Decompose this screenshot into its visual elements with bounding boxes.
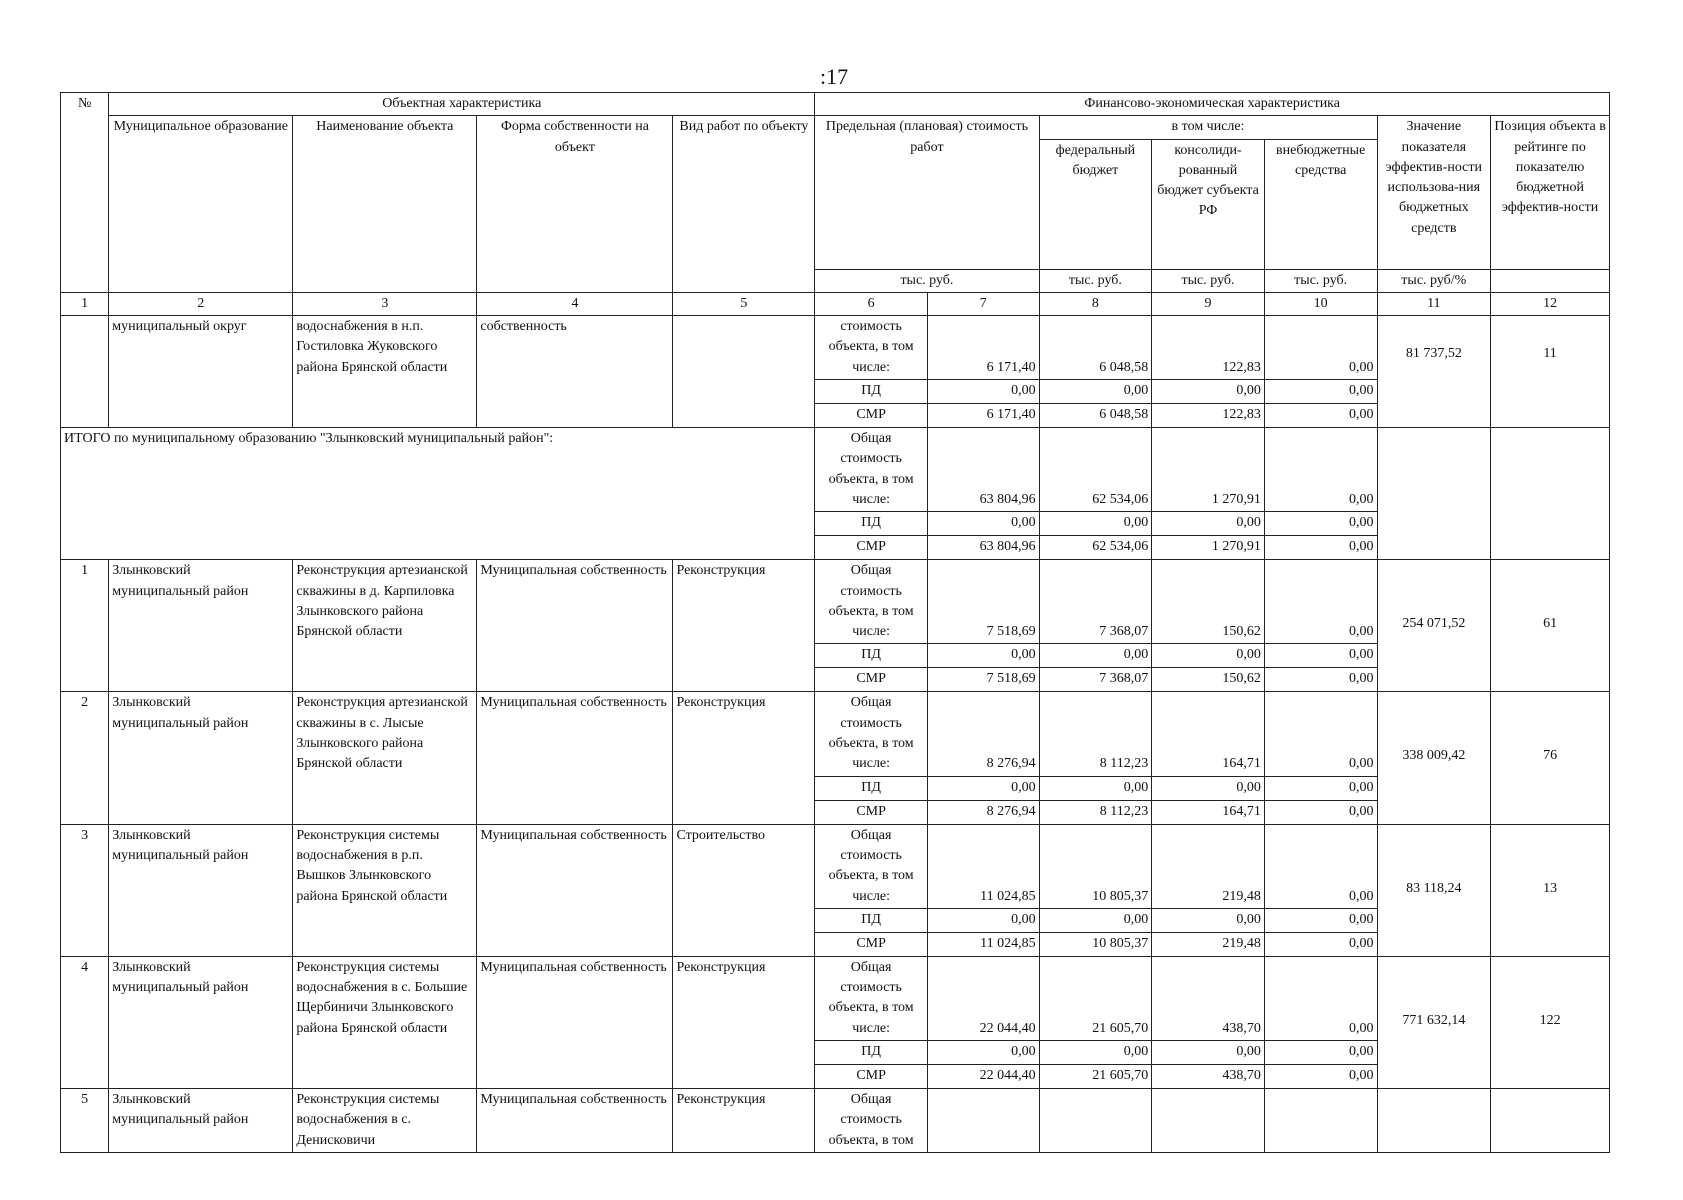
object-name-cell: водоснабжения в н.п. Гостиловка Жуковского района Брянской области [293, 316, 477, 428]
colnum: 1 [61, 292, 109, 315]
municipality-cell: Злынковский муниципальный район [109, 824, 293, 956]
row-number: 4 [61, 956, 109, 1088]
object-row [61, 1089, 1610, 1153]
subtotal-label: ИТОГО по муниципальному образованию "Злынковский муниципальный район": [61, 428, 815, 560]
rating-value: 61 [1491, 560, 1610, 692]
total-extrabudget: 0,00 [1264, 560, 1377, 644]
municipality-cell: Злынковский муниципальный район [109, 560, 293, 692]
carryover-row [61, 316, 1610, 380]
pd-consolidated: 0,00 [1152, 644, 1265, 668]
smr-consolidated: 150,62 [1152, 668, 1265, 692]
total-max-cost: 8 276,94 [927, 692, 1039, 776]
smr-consolidated: 164,71 [1152, 800, 1265, 824]
efficiency-value: 81 737,52 [1377, 316, 1491, 428]
total-federal: 8 112,23 [1039, 692, 1152, 776]
colnum: 4 [477, 292, 673, 315]
pd-consolidated: 0,00 [1152, 776, 1265, 800]
header-efficiency: Значение показателя эффектив-ности использова-ния бюджетных средств [1377, 116, 1491, 269]
row-number: 3 [61, 824, 109, 956]
total-consolidated: 150,62 [1152, 560, 1265, 644]
smr-extrabudget: 0,00 [1264, 404, 1377, 428]
ownership-cell: Муниципальная собственность [477, 824, 673, 956]
colnum: 3 [293, 292, 477, 315]
smr-extrabudget: 0,00 [1264, 1065, 1377, 1089]
object-name-cell: Реконструкция артезианской скважины в с. Лысые Злынковского района Брянской области [293, 692, 477, 824]
header-work-type: Вид работ по объекту [673, 116, 815, 293]
ownership-cell: собственность [477, 316, 673, 428]
smr-consolidated: 438,70 [1152, 1065, 1265, 1089]
smr-max-cost: 63 804,96 [927, 536, 1039, 560]
smr-extrabudget: 0,00 [1264, 800, 1377, 824]
colnum: 8 [1039, 292, 1152, 315]
pd-consolidated: 0,00 [1152, 380, 1265, 404]
colnum: 2 [109, 292, 293, 315]
page-bottom-edge [0, 1194, 1683, 1200]
object-name-cell: Реконструкция системы водоснабжения в с. Большие Щербиничи Злынковского района Брянской области [293, 956, 477, 1088]
pd-consolidated: 0,00 [1152, 1041, 1265, 1065]
object-name-cell: Реконструкция артезианской скважины в д. Карпиловка Злынковского района Брянской области [293, 560, 477, 692]
ownership-cell: Муниципальная собственность [477, 956, 673, 1088]
smr-federal: 21 605,70 [1039, 1065, 1152, 1089]
total-federal: 62 534,06 [1039, 428, 1152, 512]
total-federal: 7 368,07 [1039, 560, 1152, 644]
row-number: 1 [61, 560, 109, 692]
efficiency-value: 338 009,42 [1377, 692, 1491, 824]
object-row [61, 824, 1610, 908]
unit-consolidated: тыс. руб. [1152, 269, 1265, 292]
ownership-cell: Муниципальная собственность [477, 560, 673, 692]
smr-consolidated: 1 270,91 [1152, 536, 1265, 560]
object-row [61, 956, 1610, 1040]
total-max-cost: 7 518,69 [927, 560, 1039, 644]
row-number: 2 [61, 692, 109, 824]
label-total: Общая стоимость объекта, в том числе: [815, 824, 928, 908]
header-consolidated: консолиди-рованный бюджет субъекта РФ [1152, 139, 1265, 269]
label-pd: ПД [815, 1041, 928, 1065]
pd-federal: 0,00 [1039, 644, 1152, 668]
smr-consolidated: 219,48 [1152, 932, 1265, 956]
colnum: 10 [1264, 292, 1377, 315]
header-num: № [61, 93, 109, 293]
label-smr: СМР [815, 404, 928, 428]
municipality-cell: Злынковский муниципальный район [109, 692, 293, 824]
colnum: 7 [927, 292, 1039, 315]
unit-efficiency: тыс. руб/% [1377, 269, 1491, 292]
pd-extrabudget: 0,00 [1264, 1041, 1377, 1065]
pd-federal: 0,00 [1039, 908, 1152, 932]
pd-extrabudget: 0,00 [1264, 908, 1377, 932]
rating-value: 13 [1491, 824, 1610, 956]
smr-consolidated: 122,83 [1152, 404, 1265, 428]
pd-consolidated: 0,00 [1152, 512, 1265, 536]
label-smr: СМР [815, 1065, 928, 1089]
total-consolidated: 122,83 [1152, 316, 1265, 380]
header-municipality: Муниципальное образование [109, 116, 293, 293]
smr-federal: 62 534,06 [1039, 536, 1152, 560]
pd-max-cost: 0,00 [927, 512, 1039, 536]
total-max-cost: 63 804,96 [927, 428, 1039, 512]
pd-federal: 0,00 [1039, 1041, 1152, 1065]
pd-federal: 0,00 [1039, 380, 1152, 404]
work-type-cell: Реконструкция [673, 956, 815, 1088]
header-ownership: Форма собственности на объект [477, 116, 673, 293]
pd-federal: 0,00 [1039, 776, 1152, 800]
rating-value: 11 [1491, 316, 1610, 428]
label-pd: ПД [815, 908, 928, 932]
colnum: 6 [815, 292, 928, 315]
object-row [61, 692, 1610, 776]
label-total: Общая стоимость объекта, в том числе: [815, 692, 928, 776]
object-name-cell: Реконструкция системы водоснабжения в с. Денисковичи [293, 1089, 477, 1153]
label-smr: СМР [815, 800, 928, 824]
work-type-cell: Строительство [673, 824, 815, 956]
pd-extrabudget: 0,00 [1264, 644, 1377, 668]
ownership-cell: Муниципальная собственность [477, 1089, 673, 1153]
page-number: :17 [820, 64, 849, 89]
total-federal: 10 805,37 [1039, 824, 1152, 908]
budget-table [60, 92, 1610, 1153]
total-consolidated: 1 270,91 [1152, 428, 1265, 512]
total-extrabudget: 0,00 [1264, 692, 1377, 776]
header-federal: федеральный бюджет [1039, 139, 1152, 269]
label-total: Общая стоимость объекта, в том числе: [815, 956, 928, 1040]
header-group-object: Объектная характеристика [109, 93, 815, 116]
pd-max-cost: 0,00 [927, 776, 1039, 800]
label-smr: СМР [815, 932, 928, 956]
total-max-cost: 6 171,40 [927, 316, 1039, 380]
total-consolidated: 164,71 [1152, 692, 1265, 776]
object-row [61, 560, 1610, 644]
total-extrabudget: 0,00 [1264, 428, 1377, 512]
smr-federal: 7 368,07 [1039, 668, 1152, 692]
colnum: 12 [1491, 292, 1610, 315]
smr-extrabudget: 0,00 [1264, 932, 1377, 956]
smr-max-cost: 7 518,69 [927, 668, 1039, 692]
work-type-cell: Реконструкция [673, 1089, 815, 1153]
pd-extrabudget: 0,00 [1264, 512, 1377, 536]
colnum: 9 [1152, 292, 1265, 315]
municipality-cell: Злынковский муниципальный район [109, 1089, 293, 1153]
total-federal: 6 048,58 [1039, 316, 1152, 380]
label-pd: ПД [815, 776, 928, 800]
ownership-cell: Муниципальная собственность [477, 692, 673, 824]
label-total: Общая стоимость объекта, в том числе: [815, 428, 928, 512]
subtotal-row [61, 428, 1610, 512]
pd-max-cost: 0,00 [927, 1041, 1039, 1065]
colnum: 5 [673, 292, 815, 315]
total-consolidated: 219,48 [1152, 824, 1265, 908]
object-name-cell: Реконструкция системы водоснабжения в р.п. Вышков Злынковского района Брянской области [293, 824, 477, 956]
label-total: стоимость объекта, в том числе: [815, 316, 928, 380]
label-pd: ПД [815, 644, 928, 668]
pd-extrabudget: 0,00 [1264, 380, 1377, 404]
smr-federal: 6 048,58 [1039, 404, 1152, 428]
municipality-cell: Злынковский муниципальный район [109, 956, 293, 1088]
total-extrabudget: 0,00 [1264, 956, 1377, 1040]
total-consolidated: 438,70 [1152, 956, 1265, 1040]
total-extrabudget: 0,00 [1264, 824, 1377, 908]
smr-federal: 10 805,37 [1039, 932, 1152, 956]
unit-max-cost: тыс. руб. [815, 269, 1039, 292]
smr-max-cost: 8 276,94 [927, 800, 1039, 824]
smr-federal: 8 112,23 [1039, 800, 1152, 824]
pd-extrabudget: 0,00 [1264, 776, 1377, 800]
unit-federal: тыс. руб. [1039, 269, 1152, 292]
label-smr: СМР [815, 668, 928, 692]
pd-consolidated: 0,00 [1152, 908, 1265, 932]
rating-value: 76 [1491, 692, 1610, 824]
header-object-name: Наименование объекта [293, 116, 477, 293]
smr-extrabudget: 0,00 [1264, 668, 1377, 692]
smr-max-cost: 11 024,85 [927, 932, 1039, 956]
pd-max-cost: 0,00 [927, 908, 1039, 932]
total-max-cost: 11 024,85 [927, 824, 1039, 908]
label-smr: СМР [815, 536, 928, 560]
work-type-cell: Реконструкция [673, 692, 815, 824]
smr-max-cost: 6 171,40 [927, 404, 1039, 428]
total-max-cost: 22 044,40 [927, 956, 1039, 1040]
pd-max-cost: 0,00 [927, 644, 1039, 668]
municipality-cell: муниципальный округ [109, 316, 293, 428]
total-federal: 21 605,70 [1039, 956, 1152, 1040]
efficiency-value: 83 118,24 [1377, 824, 1491, 956]
header-max-cost: Предельная (плановая) стоимость работ [815, 116, 1039, 269]
header-group-finance: Финансово-экономическая характеристика [815, 93, 1610, 116]
label-pd: ПД [815, 512, 928, 536]
pd-max-cost: 0,00 [927, 380, 1039, 404]
label-pd: ПД [815, 380, 928, 404]
header-rating: Позиция объекта в рейтинге по показателю бюджетной эффектив-ности [1491, 116, 1610, 269]
work-type-cell: Реконструкция [673, 560, 815, 692]
row-number: 5 [61, 1089, 109, 1153]
total-extrabudget: 0,00 [1264, 316, 1377, 380]
colnum: 11 [1377, 292, 1491, 315]
efficiency-value: 254 071,52 [1377, 560, 1491, 692]
rating-value: 122 [1491, 956, 1610, 1088]
pd-federal: 0,00 [1039, 512, 1152, 536]
header-including: в том числе: [1039, 116, 1377, 139]
efficiency-value: 771 632,14 [1377, 956, 1491, 1088]
header-extrabudget: внебюджетные средства [1264, 139, 1377, 269]
label-total: Общая стоимость объекта, в том числе: [815, 560, 928, 644]
label-total: Общая стоимость объекта, в том [815, 1089, 928, 1153]
column-numbers-row [61, 292, 1610, 315]
unit-extrabudget: тыс. руб. [1264, 269, 1377, 292]
smr-max-cost: 22 044,40 [927, 1065, 1039, 1089]
smr-extrabudget: 0,00 [1264, 536, 1377, 560]
